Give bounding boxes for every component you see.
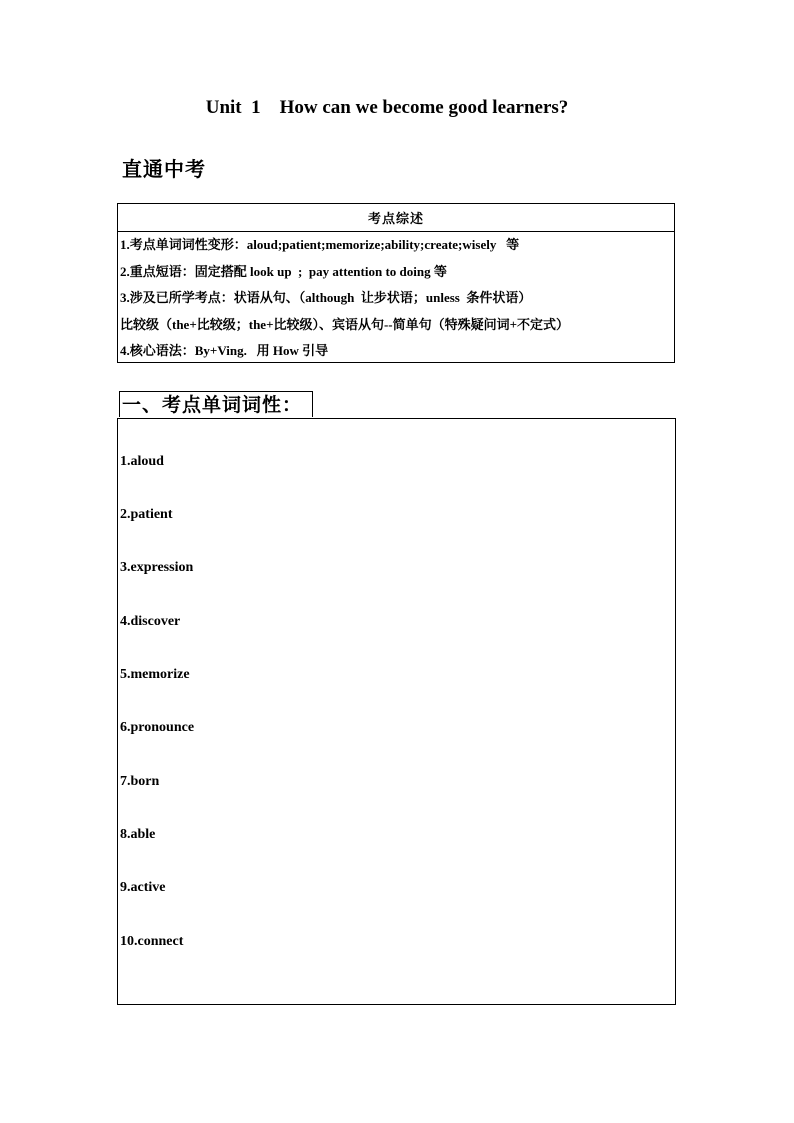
summary-line: 2.重点短语：固定搭配 look up ; pay attention to doing 等 (120, 263, 447, 279)
word-item: 6.pronounce (120, 720, 195, 735)
page-title: Unit 1 How can we become good learners? (205, 97, 569, 118)
word-item: 2.patient (120, 507, 173, 522)
summary-table (117, 203, 675, 363)
word-item: 5.memorize (120, 667, 190, 682)
word-item: 9.active (120, 880, 166, 895)
section-heading: 直通中考 (122, 159, 206, 181)
word-item: 7.born (120, 774, 160, 789)
word-item: 4.discover (120, 614, 181, 629)
word-item: 8.able (120, 827, 156, 842)
summary-line: 1.考点单词词性变形：aloud;patient;memorize;ability;create;wisely 等 (120, 237, 520, 252)
part-label: 一、考点单词词性： (119, 391, 313, 417)
word-item: 10.connect (120, 934, 184, 949)
summary-header: 考点综述 (118, 204, 674, 232)
word-item: 3.expression (120, 560, 194, 575)
summary-line: 比较级（the+比较级；the+比较级）、宾语从句--简单句（特殊疑问词+不定式） (120, 316, 570, 332)
summary-line: 3.涉及已所学考点：状语从句、（although 让步状语；unless 条件状语） (120, 290, 532, 306)
word-list-box (117, 418, 676, 1005)
word-item: 1.aloud (120, 454, 164, 469)
summary-line: 4.核心语法：By+Ving. 用 How 引导 (120, 343, 329, 359)
